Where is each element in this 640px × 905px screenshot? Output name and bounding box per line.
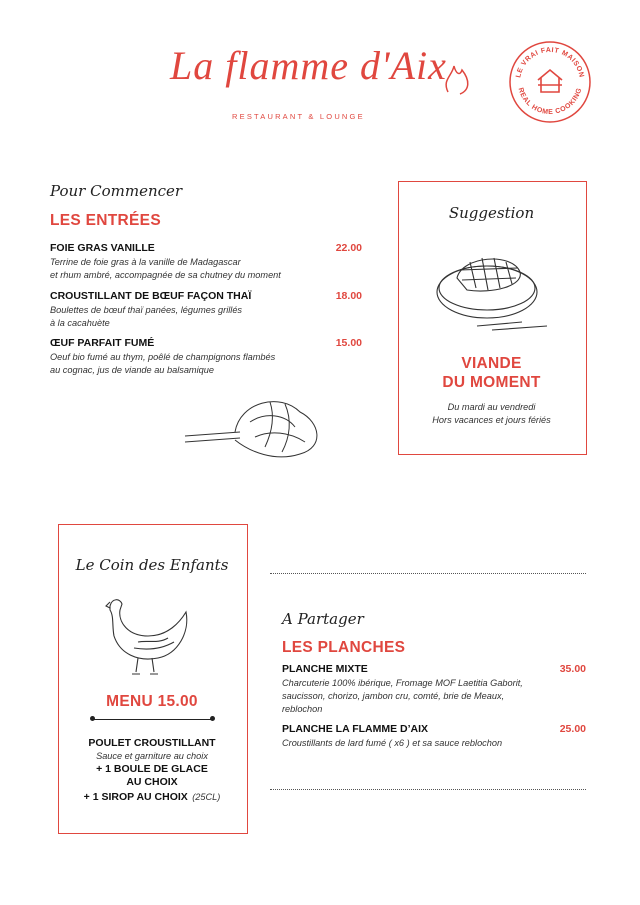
dotted-divider (270, 789, 586, 790)
entree-name: CROUSTILLANT DE BŒUF FAÇON THAÏ (50, 290, 252, 302)
kids-menu-title: MENU 15.00 (106, 693, 198, 710)
flame-icon (440, 50, 476, 96)
kids-divider (92, 719, 212, 720)
dotted-divider (270, 573, 586, 574)
entree-name: FOIE GRAS VANILLE (50, 242, 155, 254)
entree-price: 18.00 (335, 290, 362, 302)
kids-details: POULET CROUSTILLANT Sauce et garniture au choix + 1 BOULE DE GLACE AU CHOIX + 1 SIROP AU CHOIX (25CL) (58, 737, 246, 804)
planche-name: PLANCHE MIXTE (282, 663, 368, 675)
entree-desc: Terrine de foie gras à la vanille de Madagascar et rhum ambré, accompagnée de sa chutney du moment (50, 257, 281, 280)
entree-name: ŒUF PARFAIT FUMÉ (50, 337, 155, 349)
planches-title: LES PLANCHES (282, 639, 406, 656)
planche-desc: Charcuterie 100% ibérique, Fromage MOF Laetitia Gaborit, saucisson, chorizo, jambon cru, comté, brie de Meaux, reblochon (282, 678, 523, 714)
steak-illustration (432, 238, 550, 338)
lettuce-illustration (180, 392, 330, 464)
entree-desc: Oeuf bio fumé au thym, poêlé de champignons flambés au cognac, jus de viande au balsamique (50, 352, 276, 375)
logo-subtitle: RESTAURANT & LOUNGE (232, 112, 365, 121)
chicken-illustration (98, 592, 198, 682)
kids-script-title: Le Coin des Enfants (75, 556, 229, 574)
planche-desc: Croustillants de lard fumé ( x6 ) et sa sauce reblochon (282, 738, 503, 748)
divider-dot (90, 716, 95, 721)
planche-price: 25.00 (559, 723, 586, 735)
suggestion-script-title: Suggestion (448, 204, 535, 222)
home-cooking-badge (508, 40, 592, 124)
suggestion-note: Du mardi au vendredi Hors vacances et jours fériés (432, 402, 551, 425)
svg-text:LE VRAI FAIT MAISON (515, 47, 584, 79)
logo-title: La flamme d'Aix (170, 43, 447, 88)
divider-dot (210, 716, 215, 721)
entrees-title: LES ENTRÉES (50, 212, 161, 229)
badge-bottom-text: REAL HOME COOKING (516, 86, 584, 117)
kids-sauce: Sauce et garniture au choix (96, 751, 208, 761)
entrees-script-title: Pour Commencer (50, 182, 183, 200)
entree-price: 22.00 (335, 242, 362, 254)
entree-price: 15.00 (335, 337, 362, 349)
kids-main: POULET CROUSTILLANT (88, 737, 216, 749)
planche-price: 35.00 (559, 663, 586, 675)
planches-script-title: A Partager (282, 610, 364, 628)
house-icon (538, 70, 562, 92)
planche-name: PLANCHE LA FLAMME D’AIX (282, 723, 429, 735)
entree-desc: Boulettes de bœuf thaï panées, légumes grillés à la cacahuète (50, 305, 243, 328)
suggestion-title: VIANDE DU MOMENT (442, 355, 541, 391)
badge-top-text: LE VRAI FAIT MAISON (515, 46, 585, 79)
